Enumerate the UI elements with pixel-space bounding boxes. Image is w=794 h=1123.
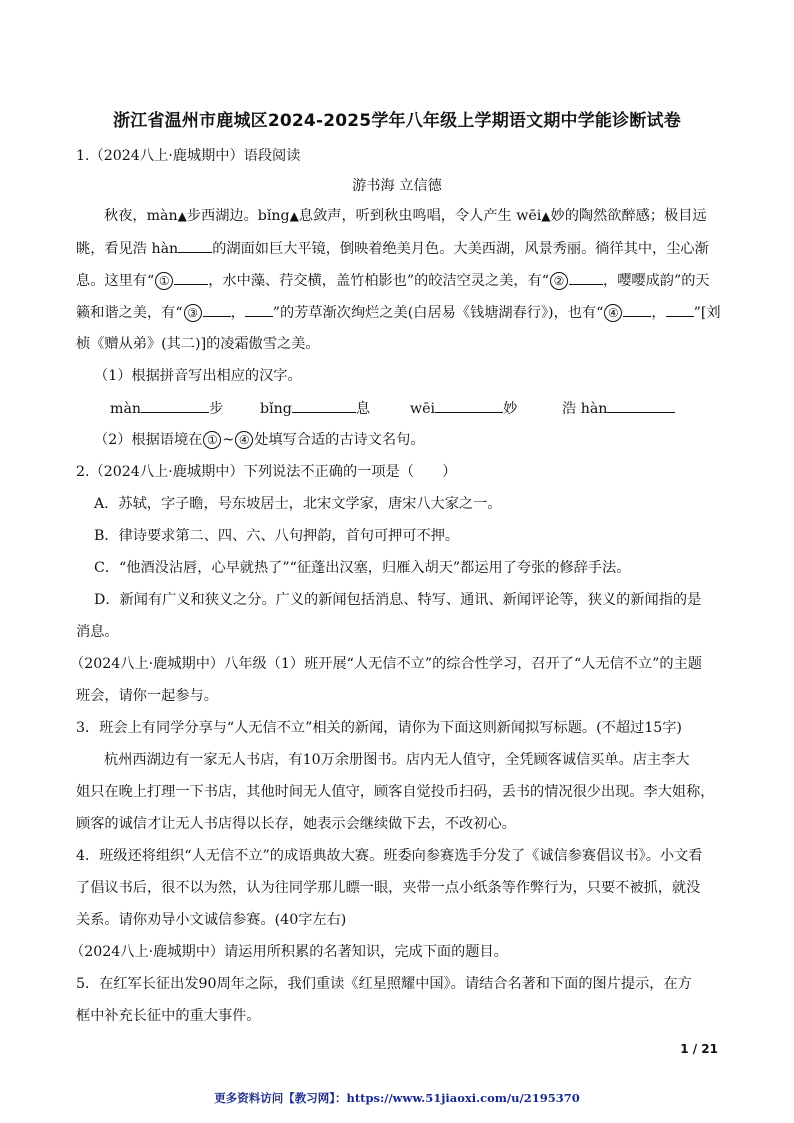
- circled-number-2: ②: [550, 272, 568, 290]
- news-line-3: 顾客的诚信才让无人书店得以长存，她表示会继续做下去，不改初心。: [76, 816, 516, 832]
- circled-number-1: ①: [155, 272, 173, 290]
- passage-text: 息。这里有“: [76, 273, 155, 289]
- passage-text: 息敛声，听到秋虫鸣唱，令人产生 wēi: [298, 208, 542, 224]
- question-4-line-1: 4．班级还将组织“人无信不立”的成语典故大赛。班委向参赛选手分发了《诚信参赛倡议书》。小文看: [76, 848, 703, 864]
- page-number: 1 / 21: [680, 1042, 718, 1056]
- exam-title: 浙江省温州市鹿城区2024-2025学年八年级上学期语文期中学能诊断试卷: [113, 111, 681, 131]
- sub-question-text: 处填写合适的古诗文名句。: [254, 432, 425, 448]
- question-2-heading: 2.（2024八上·鹿城期中）下列说法不正确的一项是（ ）: [76, 464, 457, 480]
- answer-blank[interactable]: [141, 398, 209, 413]
- news-line-1: 杭州西湖边有一家无人书店，有10万余册图书。店内无人值守，全凭顾客诚信买单。店主李大: [104, 752, 690, 768]
- option-b: B．律诗要求第二、四、六、八句押韵，首句可押可不押。: [94, 528, 460, 544]
- sub-question-text: （2）根据语境在: [94, 432, 203, 448]
- passage-text: 眺，看见浩 hàn: [76, 241, 179, 257]
- question-1-heading: 1.（2024八上·鹿城期中）语段阅读: [76, 148, 301, 164]
- option-c: C．“他酒没沾唇，心早就热了”“征蓬出汉塞，归雁入胡天”都运用了夸张的修辞手法。: [94, 560, 631, 576]
- circled-number-1: ①: [203, 431, 221, 449]
- answer-blank[interactable]: [607, 398, 675, 413]
- passage-subtitle: 游书海 立信德: [352, 178, 442, 194]
- pinyin-item-man: [110, 398, 223, 418]
- pinyin-text: wēi: [410, 401, 436, 417]
- circled-number-3: ③: [184, 304, 202, 322]
- pinyin-item-bing: [260, 398, 370, 418]
- footer-link-text[interactable]: 更多资料访问【教习网】：https://www.51jiaoxi.com/u/2195370: [214, 1091, 580, 1105]
- passage-line-2: [76, 238, 718, 259]
- footer-link[interactable]: [0, 1090, 794, 1106]
- answer-blank[interactable]: [178, 238, 212, 253]
- pinyin-blanks-row: [110, 398, 718, 418]
- circled-number-4: ④: [235, 431, 253, 449]
- passage-line-4: 籁和谐之美，有“ ③ ， ”的芳草渐次绚烂之美(白居易《钱塘湖春行》)，也有“ ④ ， ”[刘: [76, 302, 718, 323]
- pinyin-text: 浩 hàn: [562, 401, 608, 417]
- answer-blank[interactable]: [666, 302, 694, 317]
- passage-line-3: [76, 270, 718, 291]
- passage-text: 秋夜，màn: [104, 208, 178, 224]
- sub-question-2: [76, 430, 718, 450]
- triangle-mark: ▲: [177, 209, 187, 223]
- passage-text: 妙的陶然欲醉感；极目远: [550, 208, 707, 224]
- triangle-mark: ▲: [541, 209, 551, 223]
- pinyin-item-wei: [410, 398, 517, 418]
- passage-text: 的湖面如巨大平镜，倒映着绝美月色。大美西湖，风景秀丽。徜徉其中，尘心渐: [212, 241, 709, 257]
- passage-text: 籁和谐之美，有“: [76, 305, 183, 321]
- answer-blank[interactable]: [245, 302, 273, 317]
- passage-text: ”[刘: [693, 305, 721, 321]
- option-d-line-2: 消息。: [76, 624, 119, 640]
- sub-question-1: （1）根据拼音写出相应的汉字。: [94, 368, 302, 384]
- answer-blank[interactable]: [623, 302, 651, 317]
- option-d-line-1: D．新闻有广义和狭义之分。广义的新闻包括消息、特写、通讯、新闻评论等，狭义的新闻指的是: [94, 592, 702, 608]
- circled-number-4: ④: [604, 304, 622, 322]
- tilde: ~: [222, 432, 235, 448]
- answer-blank[interactable]: [292, 398, 356, 413]
- answer-blank[interactable]: [435, 398, 503, 413]
- question-4-line-3: 关系。请你劝导小文诚信参赛。(40字左右): [76, 912, 347, 928]
- section-intro-line-1: （2024八上·鹿城期中）八年级（1）班开展“人无信不立”的综合性学习，召开了“人无信不立”的主题: [70, 656, 702, 672]
- passage-text: ，嘤嘤成韵”的天: [603, 273, 710, 289]
- suffix-char: 妙: [503, 401, 518, 417]
- section-intro-line-2: 班会，请你一起参与。: [76, 688, 218, 704]
- answer-blank[interactable]: [203, 302, 231, 317]
- question-5-line-2: 框中补充长征中的重大事件。: [76, 1008, 261, 1024]
- option-a: A．苏轼，字子瞻，号东坡居士，北宋文学家，唐宋八大家之一。: [94, 496, 502, 512]
- question-4-line-2: 了倡议书后，很不以为然，认为往同学那儿瞟一眼，夹带一点小纸条等作弊行为，只要不被抓，就没: [76, 880, 701, 896]
- passage-text: ”的芳草渐次绚烂之美(白居易《钱塘湖春行》)，也有“: [272, 305, 604, 321]
- passage-line-1: [76, 206, 718, 226]
- question-3-heading: 3．班会上有同学分享与“人无信不立”相关的新闻，请你为下面这则新闻拟写标题。(不超过15字): [76, 720, 682, 736]
- suffix-char: 步: [209, 401, 224, 417]
- pinyin-text: màn: [110, 401, 142, 417]
- news-line-2: 姐只在晚上打理一下书店，其他时间无人值守，顾客自觉投币扫码，丢书的情况很少出现。李大姐称，: [76, 784, 715, 800]
- section-intro-2: （2024八上·鹿城期中）请运用所积累的名著知识，完成下面的题目。: [70, 944, 508, 960]
- answer-blank[interactable]: [569, 270, 603, 285]
- question-5-line-1: 5．在红军长征出发90周年之际，我们重读《红星照耀中国》。请结合名著和下面的图片提示，在方: [76, 976, 692, 992]
- suffix-char: 息: [355, 401, 371, 417]
- pinyin-text: bǐng: [260, 401, 292, 417]
- passage-line-5: 桢《赠从弟》(其二)]的凌霜傲雪之美。: [76, 336, 320, 352]
- passage-text: ，水中藻、荇交横，盖竹柏影也”的皎洁空灵之美，有“: [208, 273, 550, 289]
- triangle-mark: ▲: [289, 209, 299, 223]
- answer-blank[interactable]: [174, 270, 208, 285]
- pinyin-item-han: [562, 398, 675, 418]
- passage-text: 步西湖边。bǐng: [186, 208, 290, 224]
